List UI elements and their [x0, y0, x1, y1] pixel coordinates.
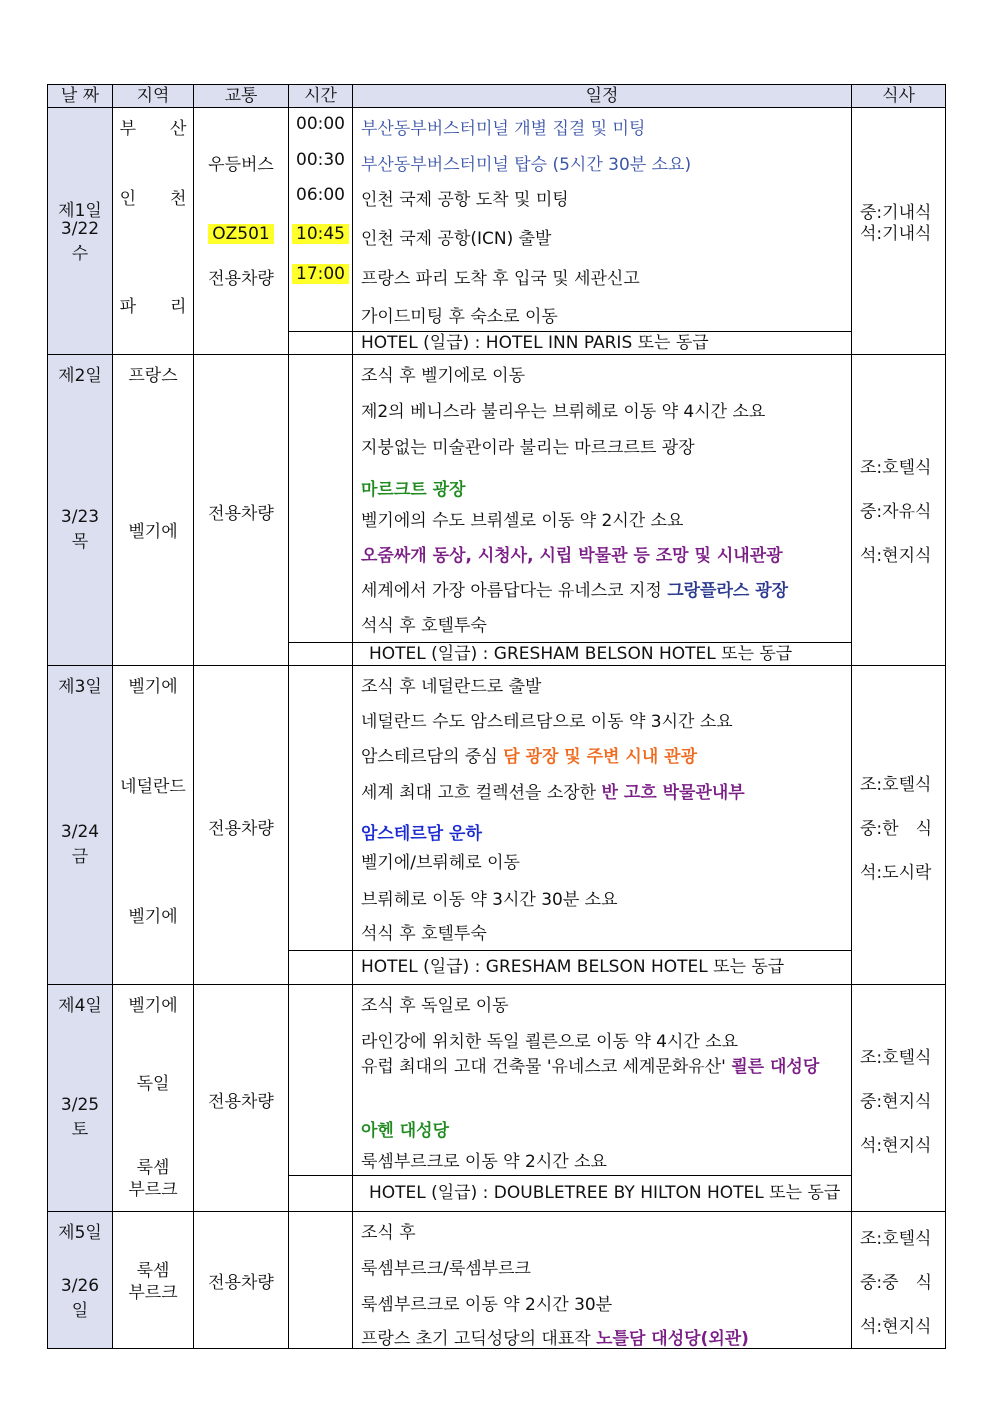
day2-meal-2: 석:현지식 — [860, 546, 932, 566]
day1-sched-4: 프랑스 파리 도착 후 입국 및 세관신고 — [361, 269, 640, 289]
day1-transport-2: 전용차량 — [208, 269, 274, 289]
day4-sched-5: 룩셈부르크로 이동 약 2시간 소요 — [361, 1152, 607, 1172]
day1-time-3: 10:45 — [292, 224, 349, 244]
day5-sched-4: 노틀담 대성당(외관) — [596, 1329, 749, 1349]
day2-sched-1: 제2의 베니스라 불리우는 브뤼헤로 이동 약 4시간 소요 — [361, 402, 766, 422]
day3-hotel-cell — [353, 951, 852, 985]
day3-meals-cell — [852, 666, 946, 985]
day1-meal-0: 중:기내식 — [860, 203, 932, 223]
day4-region-1: 독일 — [136, 1074, 170, 1094]
header-region: 지역 — [113, 85, 194, 108]
day4-hotel-cell — [353, 1175, 852, 1211]
day1-time-4: 17:00 — [292, 264, 349, 284]
day3-sched-6: 암스테르담 운하 — [361, 824, 482, 844]
day4-schedule-cell — [353, 985, 852, 1176]
day4-transport: 전용차량 — [208, 1092, 274, 1112]
day4-weekday: 토 — [71, 1120, 89, 1140]
day3-meal-2: 석:도시락 — [860, 863, 932, 883]
day2-region-0: 프랑스 — [128, 366, 178, 386]
day3-sched-1: 네덜란드 수도 암스테르담으로 이동 약 3시간 소요 — [361, 712, 733, 732]
day5-meal-2: 석:현지식 — [860, 1317, 932, 1337]
day2-meals-cell — [852, 355, 946, 666]
day1-sched-5: 가이드미팅 후 숙소로 이동 — [361, 307, 558, 327]
day4-region-3: 부르크 — [128, 1180, 178, 1200]
day1-time-cell — [289, 108, 353, 332]
day3-day: 제3일 — [58, 677, 102, 697]
day5-meal-1: 중:중 식 — [860, 1273, 932, 1293]
day1-meal-1: 석:기내식 — [860, 224, 932, 244]
day3-region-0: 벨기에 — [128, 677, 178, 697]
day5-region-cell — [113, 1212, 194, 1349]
day3-sched-0: 조식 후 네덜란드로 출발 — [361, 677, 542, 697]
day1-row — [48, 108, 946, 332]
day2-transport-cell — [194, 355, 289, 666]
day3-hotel: HOTEL (일급) : GRESHAM BELSON HOTEL 또는 동급 — [361, 957, 785, 977]
day1-region-2: 파 리 — [119, 297, 187, 317]
day2-sched-5: 오줌싸개 동상, 시청사, 시립 박물관 등 조망 및 시내관광 — [361, 546, 783, 566]
day4-hotel: HOTEL (일급) : DOUBLETREE BY HILTON HOTEL 또는 동급 — [369, 1182, 841, 1203]
day1-sched-3: 인천 국제 공항(ICN) 출발 — [361, 229, 552, 249]
day2-sched-4: 벨기에의 수도 브뤼셀로 이동 약 2시간 소요 — [361, 511, 684, 531]
header-row — [48, 85, 946, 108]
day5-sched-3: 프랑스 초기 고딕성당의 대표작 — [361, 1329, 597, 1349]
header-time: 시간 — [289, 85, 353, 108]
day4-meal-2: 석:현지식 — [860, 1136, 932, 1156]
day5-schedule-cell — [353, 1212, 852, 1349]
day4-region-0: 벨기에 — [128, 996, 178, 1016]
day1-region-cell — [113, 108, 194, 355]
day5-sched-2: 룩셈부르크로 이동 약 2시간 30분 — [361, 1295, 613, 1315]
day2-region-cell — [113, 355, 194, 666]
day1-transport-cell — [194, 108, 289, 355]
day3-sched-3: 담 광장 및 주변 시내 관광 — [503, 747, 697, 767]
day3-schedule-cell — [353, 666, 852, 951]
day3-time-cell — [289, 666, 353, 951]
day1-weekday: 수 — [71, 244, 89, 264]
day1-time-0: 00:00 — [296, 114, 345, 134]
day4-region-2: 룩셈 — [136, 1158, 170, 1178]
day2-sched-6: 세계에서 가장 아름답다는 유네스코 지정 — [361, 581, 668, 601]
day5-meals-cell — [852, 1212, 946, 1349]
day4-meal-0: 조:호텔식 — [860, 1048, 932, 1068]
header-transport: 교통 — [194, 85, 289, 108]
day3-sched-4: 세계 최대 고흐 컬렉션을 소장한 — [361, 783, 602, 803]
day5-date: 3/26 — [60, 1276, 100, 1296]
day3-sched-5: 반 고흐 박물관내부 — [601, 783, 745, 803]
day5-time-cell — [289, 1212, 353, 1349]
day4-hotel-time-blank — [289, 1175, 353, 1211]
day4-sched-0: 조식 후 독일로 이동 — [361, 996, 509, 1016]
day5-date-cell — [48, 1212, 113, 1349]
day4-date: 3/25 — [60, 1095, 100, 1115]
day3-hotel-time-blank — [289, 951, 353, 985]
day1-region-0: 부 산 — [119, 119, 187, 139]
day3-date: 3/24 — [60, 822, 100, 842]
day1-schedule-cell — [353, 108, 852, 332]
day5-sched-1: 룩셈부르크/룩셈부르크 — [361, 1259, 531, 1279]
day2-date-cell — [48, 355, 113, 666]
day4-day: 제4일 — [58, 996, 102, 1016]
day5-region-1: 부르크 — [128, 1283, 178, 1303]
day2-sched-7: 그랑플라스 광장 — [667, 581, 789, 601]
day2-schedule-cell — [353, 355, 852, 643]
day2-date: 3/23 — [60, 507, 100, 527]
day5-row — [48, 1212, 946, 1349]
day5-region-0: 룩셈 — [136, 1261, 170, 1281]
day3-weekday: 금 — [71, 847, 89, 867]
day2-sched-2: 지붕없는 미술관이라 불리는 마르크르트 광장 — [361, 438, 695, 458]
day3-region-2: 벨기에 — [128, 907, 178, 927]
day3-region-cell — [113, 666, 194, 985]
day5-meal-0: 조:호텔식 — [860, 1229, 932, 1249]
day2-transport: 전용차량 — [208, 504, 274, 524]
day3-row — [48, 666, 946, 951]
day2-row — [48, 355, 946, 643]
day1-region-1: 인 천 — [119, 189, 187, 209]
day1-sched-2: 인천 국제 공항 도착 및 미팅 — [361, 190, 569, 210]
day3-sched-8: 브뤼헤로 이동 약 3시간 30분 소요 — [361, 890, 618, 910]
header-meals: 식사 — [852, 85, 946, 108]
header-date: 날 짜 — [48, 85, 113, 108]
day1-time-1: 00:30 — [296, 150, 345, 170]
day4-sched-3: 쾰른 대성당 — [731, 1057, 820, 1077]
day3-region-1: 네덜란드 — [120, 777, 186, 797]
day4-row — [48, 985, 946, 1176]
day4-date-cell — [48, 985, 113, 1212]
day4-meals-cell — [852, 985, 946, 1212]
header-schedule: 일정 — [353, 85, 852, 108]
day3-sched-2: 암스테르담의 중심 — [361, 747, 504, 767]
day1-date: 3/22 — [60, 219, 100, 239]
day3-transport: 전용차량 — [208, 819, 274, 839]
itinerary-table — [47, 84, 946, 1349]
day2-weekday: 목 — [71, 532, 89, 552]
day3-transport-cell — [194, 666, 289, 985]
day4-time-cell — [289, 985, 353, 1176]
day5-sched-0: 조식 후 — [361, 1223, 416, 1243]
day5-day: 제5일 — [58, 1223, 102, 1243]
day2-hotel: HOTEL (일급) : GRESHAM BELSON HOTEL 또는 동급 — [369, 643, 793, 664]
day1-transport-0: 우등버스 — [208, 155, 274, 175]
day4-sched-2: 유럽 최대의 고대 건축물 '유네스코 세계문화유산' — [361, 1057, 732, 1077]
day2-sched-3: 마르크트 광장 — [361, 480, 466, 500]
day2-sched-0: 조식 후 벨기에로 이동 — [361, 366, 526, 386]
day1-date-cell — [48, 108, 113, 355]
day3-meal-0: 조:호텔식 — [860, 775, 932, 795]
day3-date-cell — [48, 666, 113, 985]
day2-region-1: 벨기에 — [128, 522, 178, 542]
day1-time-2: 06:00 — [296, 185, 345, 205]
day4-region-cell — [113, 985, 194, 1212]
day1-sched-1: 부산동부버스터미널 탑승 (5시간 30분 소요) — [361, 155, 692, 175]
day4-transport-cell — [194, 985, 289, 1212]
day1-meals-cell — [852, 108, 946, 355]
day3-meal-1: 중:한 식 — [860, 819, 932, 839]
day3-sched-7: 벨기에/브뤼헤로 이동 — [361, 853, 520, 873]
day4-sched-4: 아헨 대성당 — [361, 1121, 450, 1141]
day4-sched-1: 라인강에 위치한 독일 쾰른으로 이동 약 4시간 소요 — [361, 1032, 739, 1052]
day1-hotel-cell — [353, 331, 852, 354]
day2-hotel-cell — [353, 642, 852, 665]
day2-day: 제2일 — [58, 366, 102, 386]
day2-hotel-time-blank — [289, 642, 353, 665]
day5-transport-cell — [194, 1212, 289, 1349]
day5-transport: 전용차량 — [208, 1273, 274, 1293]
day1-hotel-time-blank — [289, 331, 353, 354]
day2-meal-1: 중:자유식 — [860, 502, 932, 522]
day2-time-cell — [289, 355, 353, 643]
day1-sched-0: 부산동부버스터미널 개별 집결 및 미팅 — [361, 119, 646, 139]
day2-meal-0: 조:호텔식 — [860, 458, 932, 478]
day4-meal-1: 중:현지식 — [860, 1092, 932, 1112]
day3-sched-9: 석식 후 호텔투숙 — [361, 924, 487, 944]
day1-day: 제1일 — [58, 201, 102, 221]
day1-flight: OZ501 — [208, 224, 273, 244]
day1-hotel: HOTEL (일급) : HOTEL INN PARIS 또는 동급 — [361, 332, 709, 353]
day2-sched-8: 석식 후 호텔투숙 — [361, 616, 487, 636]
day5-weekday: 일 — [71, 1301, 89, 1321]
